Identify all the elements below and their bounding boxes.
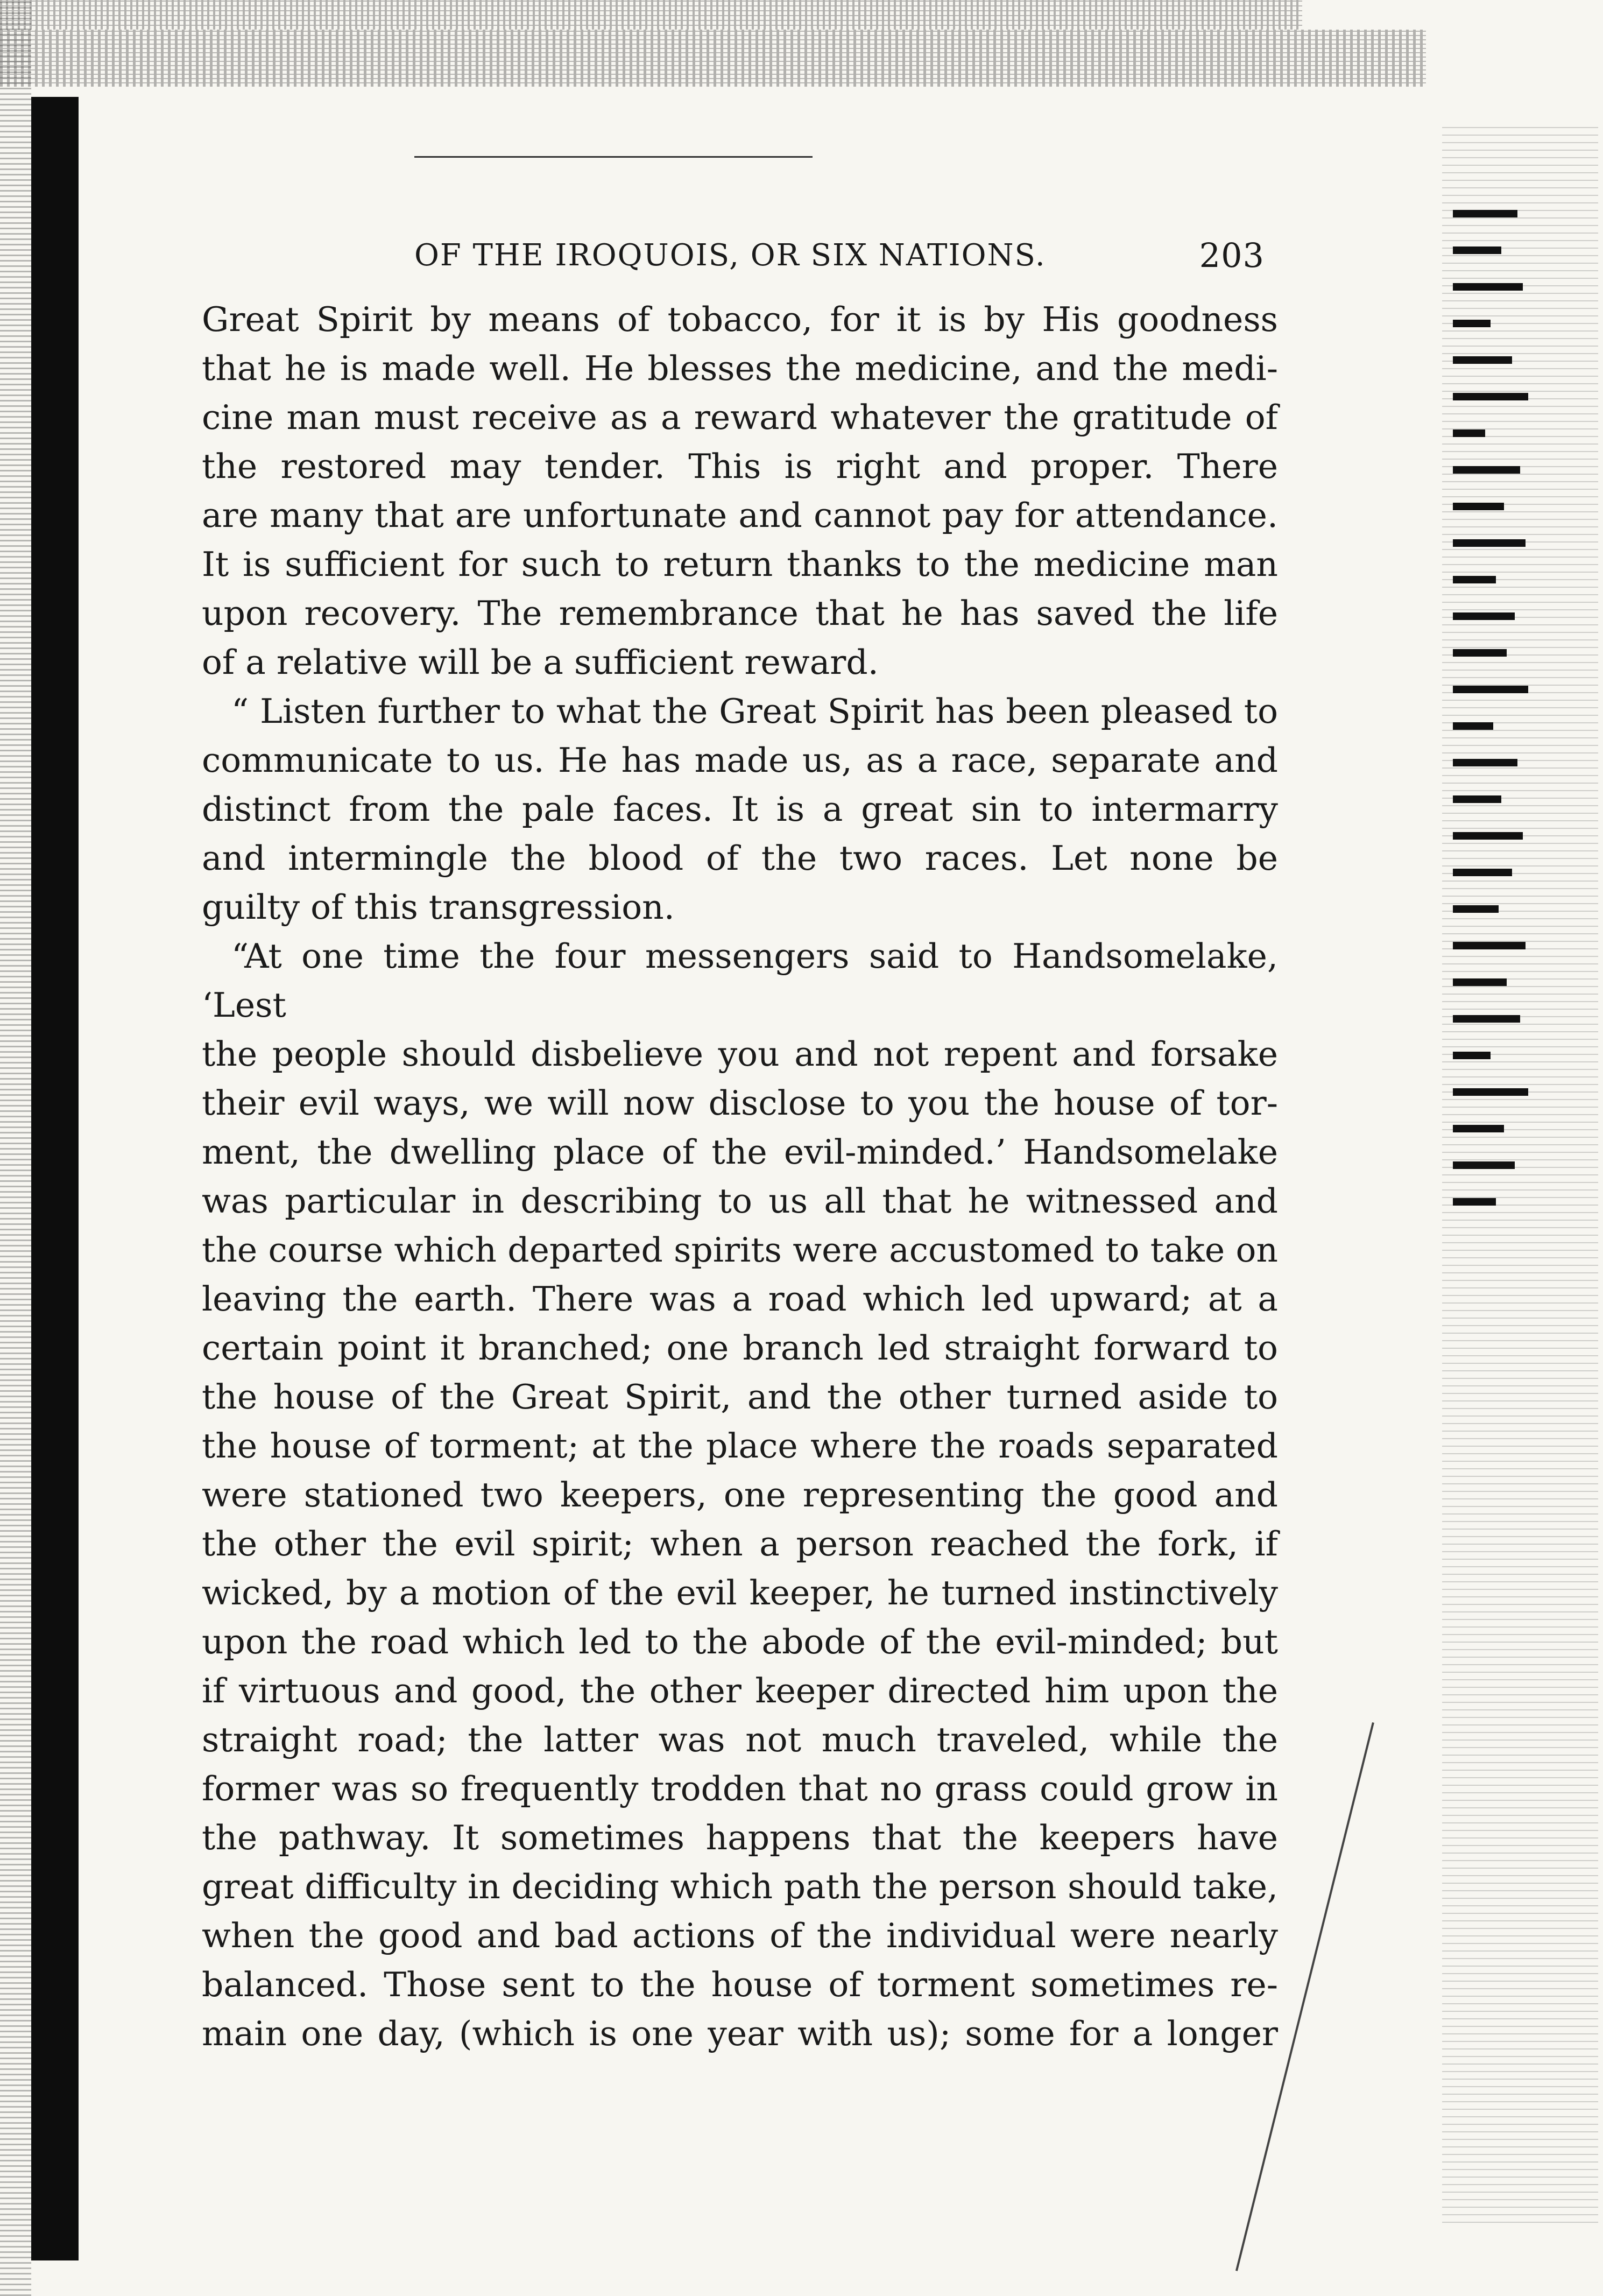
text-line: former was so frequently trodden that no grass could grow in — [202, 1769, 1278, 1808]
page-number: 203 — [1199, 236, 1265, 275]
text-line: if virtuous and good, the other keeper directed him upon the — [202, 1671, 1278, 1710]
text-line: great difficulty in deciding which path the person should take, — [202, 1867, 1278, 1906]
text-line: cine man must receive as a reward whatever the gratitude of — [202, 398, 1278, 437]
text-line: balanced. Those sent to the house of torment sometimes re- — [202, 1965, 1278, 2004]
text-line: was particular in describing to us all that he witnessed and — [202, 1181, 1278, 1221]
text-line: the people should disbelieve you and not repent and forsake — [202, 1034, 1278, 1074]
text-line: were stationed two keepers, one representing the good and — [202, 1475, 1278, 1515]
text-line: upon recovery. The remembrance that he has saved the life — [202, 594, 1278, 633]
text-line: when the good and bad actions of the individual were nearly — [202, 1916, 1278, 1955]
text-line: the course which departed spirits were accustomed to take on — [202, 1230, 1278, 1270]
text-line: guilty of this transgression. — [202, 888, 675, 927]
text-line: “At one time the four messengers said to Handsomelake, ‘Lest — [202, 936, 1278, 1025]
text-line: “ Listen further to what the Great Spirit has been pleased to — [231, 692, 1278, 731]
text-line: wicked, by a motion of the evil keeper, he turned instinctively — [202, 1573, 1278, 1612]
scan-scratch — [414, 156, 813, 158]
text-line: It is sufficient for such to return thanks to the medicine man — [202, 545, 1278, 584]
text-line: upon the road which led to the abode of the evil-minded; but — [202, 1622, 1278, 1661]
text-line: are many that are unfortunate and cannot pay for attendance. — [202, 496, 1278, 535]
text-line: communicate to us. He has made us, as a race, separate and — [202, 741, 1278, 780]
page-header — [414, 231, 1265, 280]
text-line: straight road; the latter was not much traveled, while the — [202, 1720, 1278, 1759]
scan-edge-bottom — [0, 30, 1426, 87]
text-line: the house of torment; at the place where the roads separated — [202, 1426, 1278, 1466]
scan-spine-noise — [0, 0, 31, 2296]
text-line: distinct from the pale faces. It is a great sin to intermarry — [202, 790, 1278, 829]
text-line: the restored may tender. This is right and proper. There — [202, 447, 1278, 486]
running-head: OF THE IROQUOIS, OR SIX NATIONS. — [414, 238, 1046, 273]
text-line: their evil ways, we will now disclose to you the house of tor- — [202, 1083, 1278, 1123]
text-line: and intermingle the blood of the two races. Let none be — [202, 839, 1278, 878]
text-line: that he is made well. He blesses the medicine, and the medi- — [202, 349, 1278, 388]
text-line: main one day, (which is one year with us); some for a longer — [202, 2014, 1278, 2053]
text-line: ment, the dwelling place of the evil-minded.’ Handsomelake — [202, 1132, 1278, 1172]
text-line: of a relative will be a sufficient reward. — [202, 643, 879, 682]
text-line: the pathway. It sometimes happens that the keepers have — [202, 1818, 1278, 1857]
book-spine-shadow — [31, 97, 79, 2260]
text-line: certain point it branched; one branch led straight forward to — [202, 1328, 1278, 1368]
body-text — [202, 295, 1278, 2058]
text-line: Great Spirit by means of tobacco, for it is by His goodness — [202, 300, 1278, 339]
text-line: the house of the Great Spirit, and the other turned aside to — [202, 1377, 1278, 1417]
text-line: leaving the earth. There was a road which led upward; at a — [202, 1279, 1278, 1319]
text-line: the other the evil spirit; when a person reached the fork, if — [202, 1524, 1278, 1563]
bleed-through-marks — [1453, 210, 1534, 1588]
scan-edge-top — [0, 0, 1302, 30]
